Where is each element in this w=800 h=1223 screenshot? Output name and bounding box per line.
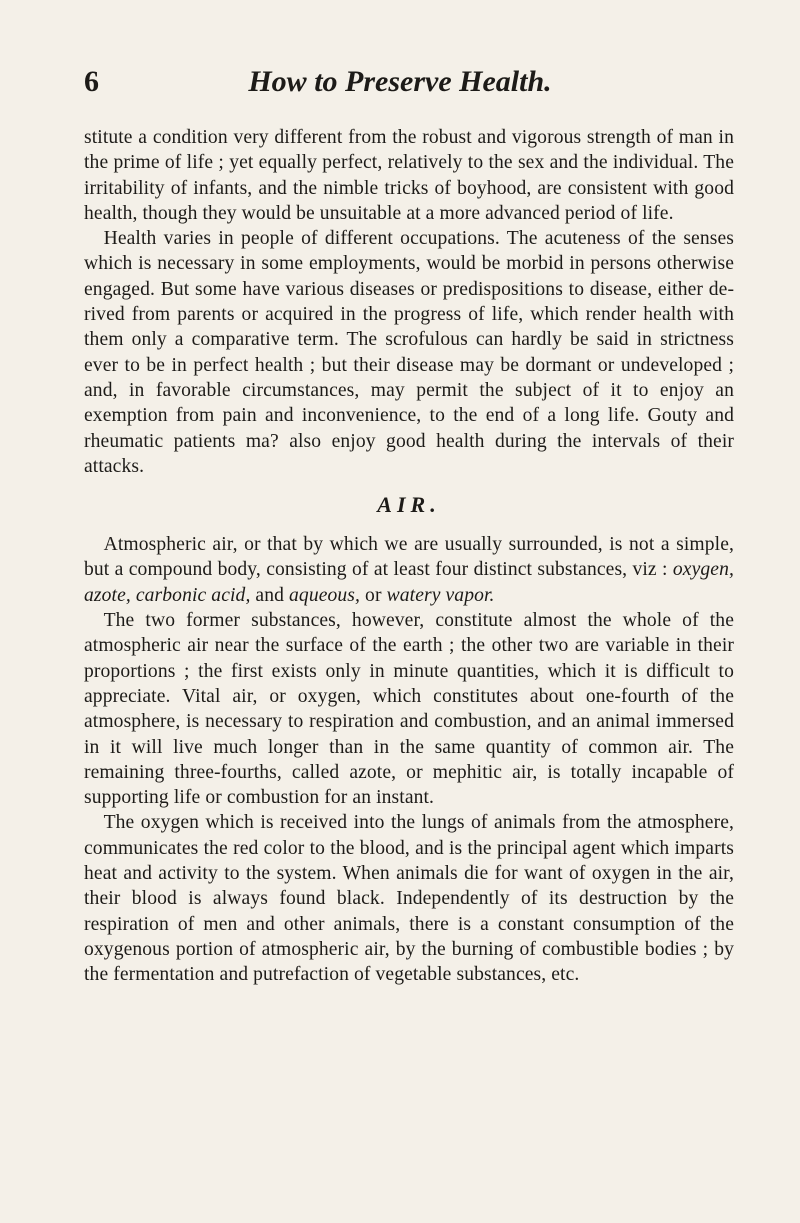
paragraph-air-composition: The two former substances, however, constitute almost the whole of the atmospheric air near the surface of the earth ; the other two are variable in their proportions ; the first exists only in minute quantities, which it is difficult to appreciate. Vital air, or oxygen, which constitutes about one-fourth of the atmosphere, is necessary to respiration and combustion, and an animal immersed in it will live much longer than in the same quantity of common air. The remaining three-fourths, called azote, or mephitic air, is totally incapable of supporting life or combustion for an instant. [84, 610, 734, 809]
air-joiner-and: and [250, 584, 290, 606]
air-intro-text: Atmospheric air, or that by which we are usually surrounded, is not a simple, but a compound body, consisting of at least four distinct substances, viz : [84, 534, 734, 581]
page-header [0, 62, 800, 102]
paragraph-oxygen: The oxygen which is received into the lungs of animals from the atmosphere, communicates the red color to the blood, and is the principal agent which imparts heat and activity to the system. When animals die for want of oxygen in the air, their blood is always found black. Independently of its destruction by the respiration of men and other animals, there is a constant consumption of the oxygenous portion of atmospheric air, by the burning of combustible bodies ; by the fermentation and putrefaction of vegetable substances, etc. [84, 812, 734, 986]
section-heading-air: AIR. [377, 492, 441, 518]
body-text [84, 125, 734, 988]
page-number: 6 [84, 65, 99, 98]
paragraph-atmospheric-air [84, 532, 734, 608]
air-term-gases: oxygen, azote, carbonic acid, [84, 559, 734, 606]
air-term-watery-vapor: watery vapor. [386, 584, 495, 606]
paragraph-continued: stitute a condition very different from the robust and vigorous strength of man in the prime of life ; yet equally perfect, relatively to the sex and the individual. The irritability of infants, and the nimble tricks of boyhood, are consistent with good health, though they would be unsuitable at a more advanced period of life. [84, 127, 734, 224]
air-joiner-or: or [360, 584, 387, 606]
air-term-aqueous: aqueous, [289, 584, 361, 606]
running-title: How to Preserve Health. [248, 65, 552, 98]
paragraph-health-occupations: Health varies in people of different occupations. The acuteness of the senses which is necessary in some employments, would be morbid in persons otherwise engaged. But some have various diseases or predispositions to disease, either derived from parents or acquired in the progress of life, which render health with them only a comparative term. The scrofulous can hardly be said in strictness ever to be in perfect health ; but their disease may be dormant or undeveloped ; and, in favorable circumstances, may permit the subject of it to enjoy an exemption from pain and inconvenience, to the end of a long life. Gouty and rheumatic patients ma? also enjoy good health during the intervals of their attacks. [84, 228, 734, 477]
